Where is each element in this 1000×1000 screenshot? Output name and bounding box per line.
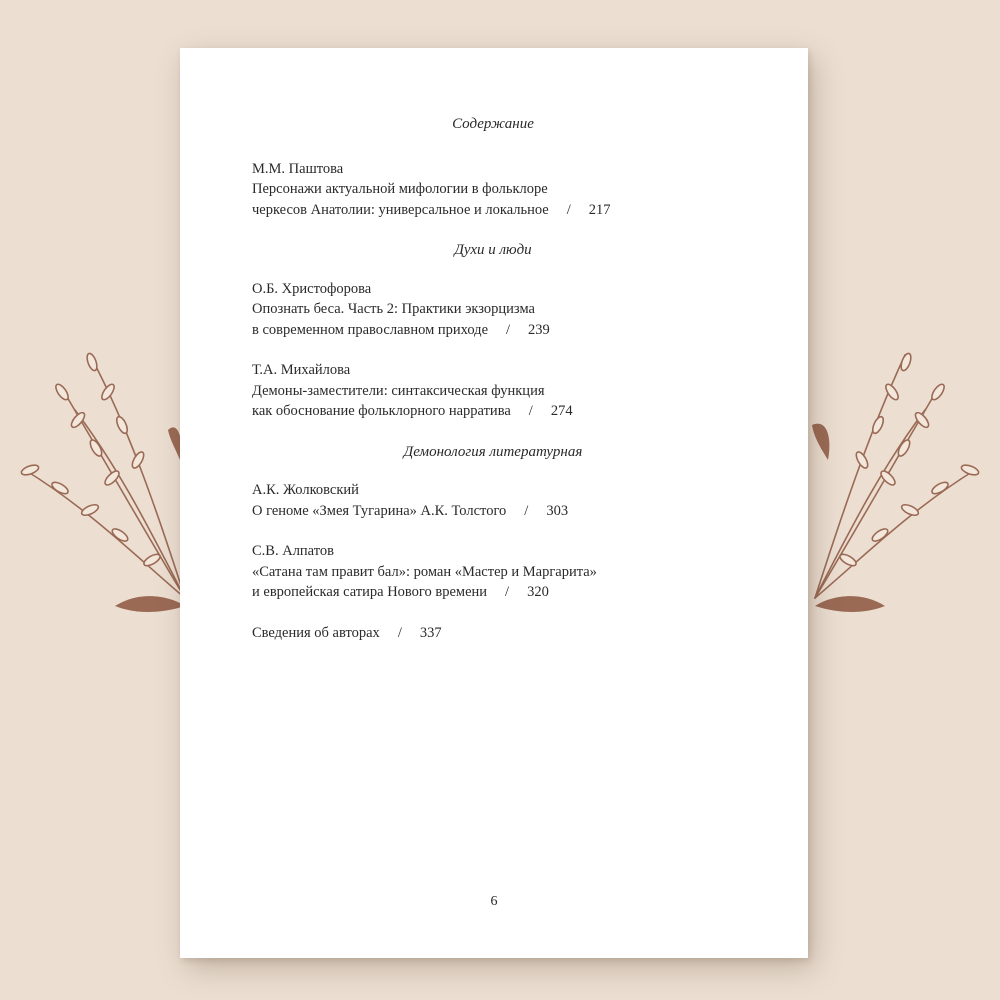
entry-author: Т.А. Михайлова xyxy=(252,362,351,378)
toc-entry xyxy=(252,279,772,341)
willow-branch-icon xyxy=(20,352,185,612)
willow-branch-icon xyxy=(812,352,980,612)
page-separator: / xyxy=(397,624,402,641)
page-number: 239 xyxy=(528,321,550,338)
page-separator: / xyxy=(506,321,511,338)
page-number: 320 xyxy=(527,584,549,600)
page-separator: / xyxy=(528,403,533,419)
page-number: 274 xyxy=(550,403,573,419)
entry-title-line: Сведения об авторах xyxy=(252,624,380,641)
section-title-literary-demonology: Демонология литературная xyxy=(403,443,583,460)
entry-author: С.В. Алпатов xyxy=(252,543,334,559)
page-separator: / xyxy=(566,201,571,218)
page-separator: / xyxy=(524,502,529,519)
section-title-contents: Содержание xyxy=(452,116,534,132)
toc-entry xyxy=(252,360,772,422)
page-number: 217 xyxy=(588,201,611,218)
entry-title-line: и европейская сатира Нового времени xyxy=(252,584,488,600)
toc-entry xyxy=(252,623,772,644)
entry-title-line: как обоснование фольклорного нарратива xyxy=(252,403,511,419)
entry-title-line: черкесов Анатолии: универсальное и локальное xyxy=(252,201,549,218)
page-separator: / xyxy=(505,584,510,600)
page-folio: 6 xyxy=(490,894,498,909)
page-number: 337 xyxy=(419,624,442,641)
table-of-contents xyxy=(252,110,772,663)
page-number: 303 xyxy=(546,502,569,519)
entry-author: А.К. Жолковский xyxy=(252,482,359,498)
entry-title-line: Демоны-заместители: синтаксическая функция xyxy=(252,382,545,399)
entry-title-line: Опознать беса. Часть 2: Практики экзорцизма xyxy=(252,301,535,317)
section-title-spirits: Духи и люди xyxy=(454,242,532,258)
entry-title-line: Персонажи актуальной мифологии в фольклоре xyxy=(252,181,548,197)
entry-title-line: О геноме «Змея Тугарина» А.К. Толстого xyxy=(252,502,507,519)
toc-entry xyxy=(252,159,772,221)
toc-entry xyxy=(252,480,772,521)
book-page xyxy=(180,48,808,958)
entry-title-line: в современном православном приходе xyxy=(252,321,489,338)
entry-title-line: «Сатана там правит бал»: роман «Мастер и Маргарита» xyxy=(252,563,597,580)
entry-author: О.Б. Христофорова xyxy=(252,280,372,297)
entry-author: М.М. Паштова xyxy=(252,160,344,177)
toc-entry xyxy=(252,541,772,603)
